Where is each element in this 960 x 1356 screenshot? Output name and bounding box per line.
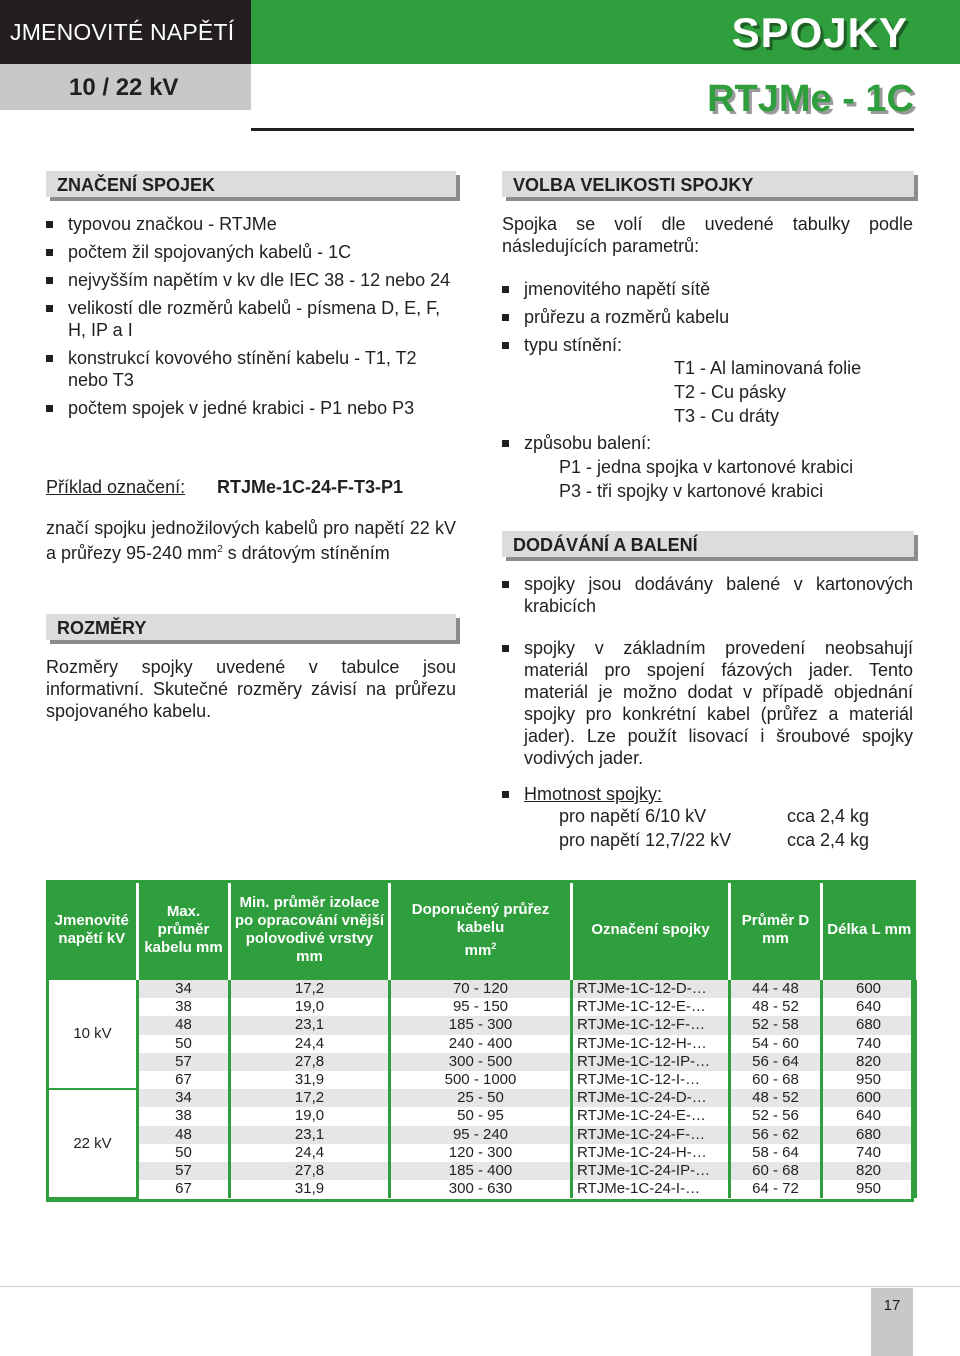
voltage-group-cell: 22 kV — [48, 1089, 138, 1198]
table-row — [48, 1144, 916, 1162]
table-row — [48, 1053, 916, 1071]
example-explanation-sup: 2 — [217, 544, 223, 555]
marking-item: počtem žil spojovaných kabelů - 1C — [46, 241, 458, 263]
delivery-item: spojky v základním provedení neobsahují materiál pro spojení fázových jader. Tento materiál je možno dodat v případě objednání spojky pro konkrétní kabel (průřez a materiál jader). Lze použít lisovací i šroubové spojky vodivých jader. — [502, 637, 913, 769]
col-header-diameter-d: Průměr D mm — [730, 880, 822, 980]
cell-l: 820 — [822, 1053, 916, 1071]
marking-item: konstrukcí kovového stínění kabelu - T1, T2 nebo T3 — [46, 347, 458, 391]
cell-min: 31,9 — [230, 1071, 390, 1089]
selection-item: průřezu a rozměrů kabelu — [502, 306, 914, 328]
col-header-section — [390, 880, 572, 980]
cell-max: 38 — [138, 1107, 230, 1125]
cell-min: 27,8 — [230, 1162, 390, 1180]
col-header-code: Označení spojky — [572, 880, 730, 980]
cell-section: 95 - 150 — [390, 998, 572, 1016]
example-explanation — [46, 517, 456, 564]
col-header-section-text: Doporučený průřez kabelu — [411, 900, 550, 936]
section-delivery-title-bar — [502, 531, 914, 557]
table-row — [48, 980, 916, 998]
cell-code: RTJMe-1C-24-IP-… — [572, 1162, 730, 1180]
col-header-max-diameter: Max. průměr kabelu mm — [138, 880, 230, 980]
col-header-min-diameter: Min. průměr izolace po opracování vnější polovodivé vrstvy mm — [230, 880, 390, 980]
cell-section: 120 - 300 — [390, 1144, 572, 1162]
table-row — [48, 1016, 916, 1034]
table-body — [48, 980, 916, 1198]
cell-code: RTJMe-1C-12-D-… — [572, 980, 730, 998]
cell-max: 48 — [138, 1126, 230, 1144]
weight-value-10kv: cca 2,4 kg — [787, 806, 870, 826]
delivery-item — [502, 783, 913, 805]
cell-min: 31,9 — [230, 1180, 390, 1198]
cell-code: RTJMe-1C-12-F-… — [572, 1016, 730, 1034]
table-row — [48, 1126, 916, 1144]
voltage-group-cell: 10 kV — [48, 980, 138, 1089]
col-header-section-unit: mm — [464, 941, 492, 959]
cell-min: 19,0 — [230, 998, 390, 1016]
cell-section: 50 - 95 — [390, 1107, 572, 1125]
marking-item: počtem spojek v jedné krabici - P1 nebo P3 — [46, 397, 458, 419]
cell-code: RTJMe-1C-12-IP-… — [572, 1053, 730, 1071]
cell-min: 23,1 — [230, 1016, 390, 1034]
example-code: RTJMe-1C-24-F-T3-P1 — [217, 477, 404, 497]
cell-min: 24,4 — [230, 1144, 390, 1162]
cell-section: 70 - 120 — [390, 980, 572, 998]
cell-d: 44 - 48 — [730, 980, 822, 998]
table-row — [48, 1162, 916, 1180]
delivery-item: spojky jsou dodávány balené v kartonových krabicích — [502, 573, 913, 617]
selection-list — [502, 278, 914, 356]
packing-p1: P1 - jedna spojka v kartonové krabici — [559, 457, 854, 477]
example-explanation-text: značí spojku jednožilových kabelů pro napětí 22 kV a průřezy 95-240 mm — [46, 518, 456, 563]
cell-section: 500 - 1000 — [390, 1071, 572, 1089]
selection-item: jmenovitého napětí sítě — [502, 278, 914, 300]
marking-list — [46, 213, 458, 419]
table-row — [48, 1071, 916, 1089]
cell-l: 600 — [822, 980, 916, 998]
cell-max: 50 — [138, 1035, 230, 1053]
cell-code: RTJMe-1C-24-F-… — [572, 1126, 730, 1144]
section-marking-title: ZNAČENÍ SPOJEK — [57, 175, 216, 195]
cell-min: 17,2 — [230, 980, 390, 998]
cell-d: 56 - 64 — [730, 1053, 822, 1071]
cell-d: 60 - 68 — [730, 1071, 822, 1089]
section-delivery-title: DODÁVÁNÍ A BALENÍ — [513, 535, 698, 555]
delivery-list — [502, 573, 913, 805]
cell-max: 34 — [138, 980, 230, 998]
cell-l: 950 — [822, 1071, 916, 1089]
table-row — [48, 998, 916, 1016]
cell-max: 67 — [138, 1180, 230, 1198]
example-explanation-text-end: s drátovým stíněním — [222, 543, 390, 563]
weight-title: Hmotnost spojky: — [524, 784, 663, 804]
weight-label-10kv: pro napětí 6/10 kV — [559, 806, 707, 826]
section-selection-title-bar — [502, 171, 914, 197]
cell-max: 57 — [138, 1053, 230, 1071]
cell-l: 680 — [822, 1126, 916, 1144]
cell-d: 64 - 72 — [730, 1180, 822, 1198]
cell-d: 60 - 68 — [730, 1162, 822, 1180]
cell-d: 58 - 64 — [730, 1144, 822, 1162]
page-number: 17 — [883, 1297, 901, 1314]
cell-min: 27,8 — [230, 1053, 390, 1071]
cell-l: 950 — [822, 1180, 916, 1198]
cell-max: 38 — [138, 998, 230, 1016]
cell-d: 48 - 52 — [730, 998, 822, 1016]
cell-l: 600 — [822, 1089, 916, 1107]
weight-label-22kv: pro napětí 12,7/22 kV — [559, 830, 732, 850]
cell-max: 48 — [138, 1016, 230, 1034]
header-category-bar — [251, 0, 960, 64]
product-title: RTJMe - 1C — [707, 78, 914, 120]
page-number-box — [871, 1288, 913, 1356]
col-header-length-l: Délka L mm — [822, 880, 916, 980]
marking-item: nejvyšším napětím v kv dle IEC 38 - 12 nebo 24 — [46, 269, 458, 291]
col-header-voltage: Jmenovité napětí kV — [48, 880, 138, 980]
cell-code: RTJMe-1C-24-D-… — [572, 1089, 730, 1107]
cell-max: 57 — [138, 1162, 230, 1180]
cell-d: 56 - 62 — [730, 1126, 822, 1144]
cell-min: 19,0 — [230, 1107, 390, 1125]
shielding-t2: T2 - Cu pásky — [674, 382, 787, 402]
dimensions-text: Rozměry spojky uvedené v tabulce jsou informativní. Skutečné rozměry závisí na průřezu spojovaného kabelu. — [46, 657, 456, 721]
table-row — [48, 1180, 916, 1198]
cell-d: 52 - 58 — [730, 1016, 822, 1034]
packing-p3: P3 - tři spojky v kartonové krabici — [559, 481, 824, 501]
header-voltage-value: 10 / 22 kV — [69, 74, 179, 101]
cell-l: 740 — [822, 1035, 916, 1053]
marking-item: velikostí dle rozměrů kabelů - písmena D, E, F, H, IP a I — [46, 297, 458, 341]
cell-code: RTJMe-1C-24-H-… — [572, 1144, 730, 1162]
cell-l: 740 — [822, 1144, 916, 1162]
table-header-row — [48, 880, 916, 980]
col-header-section-sup: 2 — [491, 940, 497, 951]
header-voltage-value-box — [0, 64, 251, 110]
header-voltage-bar — [0, 0, 251, 64]
section-dimensions-title: ROZMĚRY — [57, 618, 147, 638]
section-dimensions-title-bar — [46, 614, 456, 640]
cell-l: 640 — [822, 998, 916, 1016]
packing-item: způsobu balení: — [502, 432, 914, 454]
shielding-t3: T3 - Cu dráty — [674, 406, 780, 426]
selection-intro: Spojka se volí dle uvedené tabulky podle následujících parametrů: — [502, 214, 913, 256]
example-label: Příklad označení: — [46, 477, 186, 497]
selection-item: typu stínění: — [502, 334, 914, 356]
cell-d: 48 - 52 — [730, 1089, 822, 1107]
cell-l: 640 — [822, 1107, 916, 1125]
footer-divider — [0, 1286, 960, 1287]
cell-d: 52 - 56 — [730, 1107, 822, 1125]
cell-min: 23,1 — [230, 1126, 390, 1144]
cell-section: 95 - 240 — [390, 1126, 572, 1144]
dimension-table — [46, 880, 917, 1199]
cell-min: 17,2 — [230, 1089, 390, 1107]
cell-max: 50 — [138, 1144, 230, 1162]
cell-section: 240 - 400 — [390, 1035, 572, 1053]
cell-code: RTJMe-1C-12-E-… — [572, 998, 730, 1016]
cell-code: RTJMe-1C-24-E-… — [572, 1107, 730, 1125]
header-category: SPOJKY — [731, 9, 908, 56]
cell-section: 25 - 50 — [390, 1089, 572, 1107]
cell-section: 300 - 630 — [390, 1180, 572, 1198]
header-divider — [251, 128, 914, 131]
cell-section: 300 - 500 — [390, 1053, 572, 1071]
cell-l: 820 — [822, 1162, 916, 1180]
cell-max: 34 — [138, 1089, 230, 1107]
header-voltage-label: JMENOVITÉ NAPĚTÍ — [10, 19, 235, 45]
cell-code: RTJMe-1C-12-I-… — [572, 1071, 730, 1089]
shielding-t1: T1 - Al laminovaná folie — [674, 358, 862, 378]
cell-section: 185 - 400 — [390, 1162, 572, 1180]
section-marking-title-bar — [46, 171, 456, 197]
packing-list — [502, 432, 914, 454]
cell-min: 24,4 — [230, 1035, 390, 1053]
cell-code: RTJMe-1C-24-I-… — [572, 1180, 730, 1198]
table-row — [48, 1107, 916, 1125]
cell-l: 680 — [822, 1016, 916, 1034]
weight-value-22kv: cca 2,4 kg — [787, 830, 870, 850]
cell-max: 67 — [138, 1071, 230, 1089]
table-row — [48, 1035, 916, 1053]
section-selection-title: VOLBA VELIKOSTI SPOJKY — [513, 175, 754, 195]
cell-section: 185 - 300 — [390, 1016, 572, 1034]
marking-item: typovou značkou - RTJMe — [46, 213, 458, 235]
cell-code: RTJMe-1C-12-H-… — [572, 1035, 730, 1053]
cell-d: 54 - 60 — [730, 1035, 822, 1053]
table-row — [48, 1089, 916, 1107]
